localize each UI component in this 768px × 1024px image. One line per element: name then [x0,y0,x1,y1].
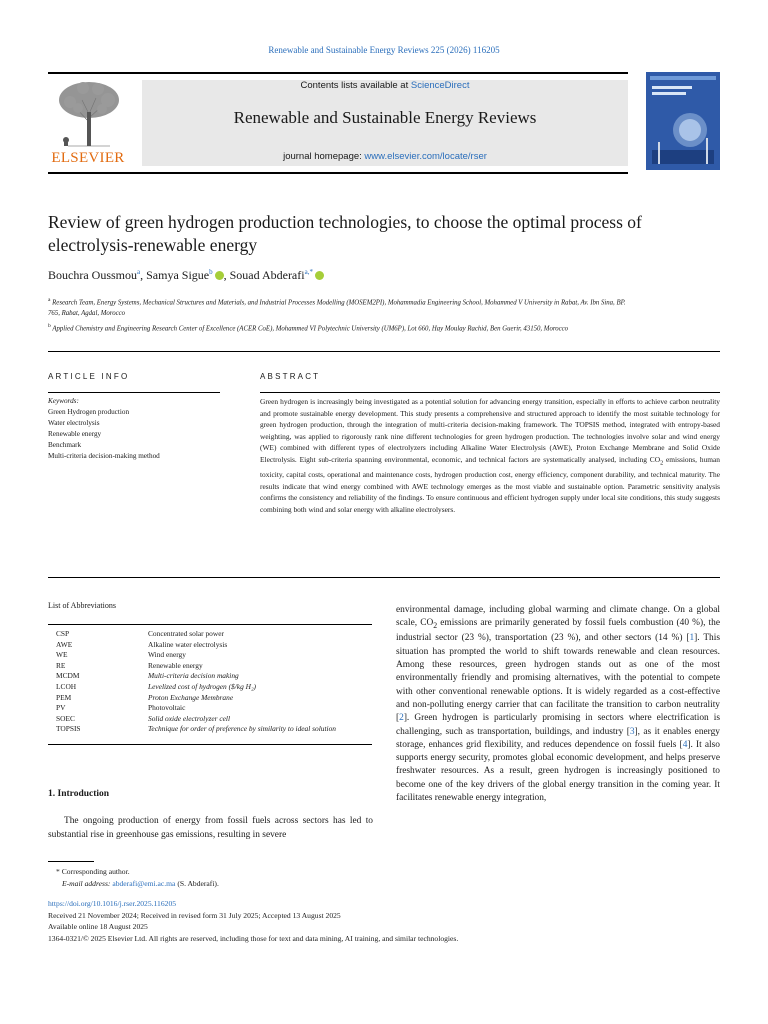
abbreviation-row [56,629,372,640]
author-affil-mark[interactable]: a,* [304,268,313,276]
affiliation-item [48,295,638,319]
introduction-heading: 1. Introduction [48,789,110,799]
subscript: 2 [660,459,664,466]
abbreviation-definition: Solid oxide electrolyzer cell [148,713,231,723]
footnote-rule [48,861,94,862]
masthead-bottom-rule [48,172,628,174]
reference-link[interactable]: 4 [682,739,688,750]
introduction-paragraph-right [396,604,720,805]
abbreviation-definition: Photovoltaic [148,703,186,713]
section-divider [48,577,720,578]
abbreviation-term: TOPSIS [56,724,81,734]
intro-text: ]. Green hydrogen is particularly promising in sectors where electrification is challenging, such as transportation, buildings, and industry [ [396,713,720,737]
keyword-item: Green Hydrogen production [48,408,130,416]
available-online: Available online 18 August 2025 [48,922,148,932]
email-suffix: (S. Abderafi). [175,879,219,888]
affiliation-mark: b [48,323,51,330]
article-info-rule [48,392,220,393]
abbreviation-row [56,703,372,714]
abbreviation-row [56,640,372,651]
abbreviation-definition: Multi-criteria decision making [148,671,239,681]
keyword-item: Benchmark [48,441,82,449]
keywords-label: Keywords: [48,397,79,405]
abbreviation-definition: Proton Exchange Membrane [148,692,234,702]
email-link[interactable]: abderafi@emi.ac.ma [112,879,176,888]
publication-footer [48,898,720,944]
affiliations [48,295,638,337]
journal-homepage-link[interactable]: www.elsevier.com/locate/rser [364,151,487,162]
abbreviation-row [56,693,372,704]
author-affil-mark[interactable]: a [137,268,141,276]
subscript: 2 [433,621,438,631]
intro-text: ], as it enables energy storage, enhances grid flexibility, and reduces dependence on fossil fuels [ [396,726,720,750]
abbreviation-term: AWE [56,639,73,649]
intro-text: ]. This situation has prompted the world to shift towards renewable and clean resources. Among these resources, green hydrogen stands out as one of the most environmentally friendly and promising alternatives, with the potential to compete with other conventional renewable options. It is widely regarded as a cost-effective and non-polluting energy carrier that can facilitate the transition to carbon neutrality [ [396,633,720,724]
abbreviation-definition: Technique for order of preference by similarity to ideal solution [148,724,336,734]
journal-title: Renewable and Sustainable Energy Reviews [233,108,537,127]
elsevier-wordmark: ELSEVIER [51,150,125,166]
received-dates: Received 21 November 2024; Received in revised form 31 July 2025; Accepted 13 August 2025 [48,910,341,920]
abbreviation-definition: Wind energy [148,650,186,660]
reference-link[interactable]: 2 [399,713,404,724]
intro-text: ]. It also supports energy security, promotes global economic development, and helps preserve freshwater resources. As a result, green hydrogen is increasingly positioned to become one of the key drivers of the global energy transition in the coming year. It facilitates renewable energy integration, [396,739,720,804]
abbreviation-term: PEM [56,692,72,702]
abbreviation-row [56,650,372,661]
introduction-paragraph-left: The ongoing production of energy from fossil fuels across sectors has led to substantial rise in greenhouse gas emissions, resulting in severe [48,816,373,840]
reference-link[interactable]: 1 [689,633,695,644]
author-name[interactable]: Bouchra Oussmou [48,268,137,282]
contents-available-line [142,80,628,91]
section-divider [48,351,720,352]
corresponding-author-note: * Corresponding author. [56,867,130,876]
abbreviation-definition: Levelized cost of hydrogen ($/kg H₂) [148,681,256,691]
abbreviations-title: List of Abbreviations [48,601,116,610]
keywords-block [48,396,248,462]
contents-prefix: Contents lists available at [300,80,411,91]
abbreviation-term: RE [56,660,66,670]
abbreviation-row [56,714,372,725]
affiliation-text: Applied Chemistry and Engineering Research Center of Excellence (ACER CoE), Mohammed VI Polytechnic University (UM6P), Lot 660, Hay Moulay Rachid, Ben Guerir, 43150, Morocco [52,325,569,333]
affiliation-mark: a [48,297,51,303]
intro-text: environmental damage, including global warming and climate change. On a global scale, CO [396,605,720,629]
reference-link[interactable]: 3 [629,726,635,737]
copyright-line: 1364-0321/© 2025 Elsevier Ltd. All rights are reserved, including those for text and data mining, AI training, and similar technologies. [48,933,459,943]
email-line [48,878,219,890]
abbreviations-bottom-rule [48,744,372,745]
abbreviation-definition: Alkaline water electrolysis [148,639,228,649]
article-info-heading: ARTICLE INFO [48,372,130,381]
author-name[interactable]: Souad Abderafi [229,268,305,282]
author-name[interactable]: Samya Sigue [146,268,210,282]
orcid-icon[interactable] [215,271,224,280]
abstract-text [260,396,720,515]
orcid-icon[interactable] [315,271,324,280]
abbreviation-term: WE [56,650,68,660]
author-affil-mark[interactable]: b [209,268,213,276]
abstract-part: emissions, human toxicity, capital costs, operational and maintenance costs, hydrogen production cost, energy efficiency, component durability, and technical maturity. The results indicate that wind energy combined with AWE technology emerges as the most viable and sustainable option. Parametric sensitivity analysis confirms the consistency and reliability of the findings. To ensure continuous and efficient hydrogen supply under local site conditions, this study suggests combining both wind and solar energy with alkaline electrolysers. [260,454,720,514]
abbreviation-term: CSP [56,629,70,638]
abbreviation-row [56,671,372,682]
abstract-rule [260,392,720,393]
abbreviations-top-rule [48,624,372,625]
affiliation-item [48,321,638,335]
email-label: E-mail address: [62,879,113,888]
abbreviation-row [56,724,372,735]
keyword-item: Water electrolysis [48,419,100,427]
journal-citation[interactable]: Renewable and Sustainable Energy Reviews 225 (2026) 116205 [268,45,500,55]
homepage-prefix: journal homepage: [283,151,365,162]
abbreviation-definition: Concentrated solar power [148,629,224,638]
masthead-top-rule [48,72,628,74]
abbreviation-term: LCOH [56,681,77,691]
intro-text: emissions are primarily generated by fossil fuels combustion (40 %), the industrial sector (23 %), transportation (23 %), and other sectors (14 %) [ [396,618,720,644]
abbreviation-term: PV [56,703,66,713]
abstract-heading: ABSTRACT [260,372,321,381]
author-list: Bouchra Oussmou$^a$, Samya Sigue$^b$ , Souad Abderafi$^{a,*}$ [48,268,688,283]
doi-link[interactable]: https://doi.org/10.1016/j.rser.2025.116205 [48,899,177,908]
journal-homepage-line [142,151,628,162]
article-title: Review of green hydrogen production technologies, to choose the optimal process of electrolysis-renewable energy [48,212,642,255]
sciencedirect-link[interactable]: ScienceDirect [410,80,470,91]
keyword-item: Multi-criteria decision-making method [48,452,160,460]
abbreviation-term: MCDM [56,671,80,681]
abbreviation-row [56,661,372,672]
abbreviation-row [56,682,372,693]
abstract-part: Green hydrogen is increasingly being investigated as a potential solution for advancing energy transition, especially in efforts to achieve carbon neutrality and promote sustainable energy development. This study presents a comprehensive and structured approach to identify the most suitable technology for green hydrogen production, through the integration of multi-criteria decision-making framework. The TOPSIS method, integrated with entropy-based weighting, was applied to rigorously rank nine different technologies for green hydrogen production. The technologies involve solar and wind energy (WE) combined with different types of electrolyzers including Alkaline Water Electrolysis (AWE), Proton Exchange Membrane and Solid Oxide Electrolysis. Eight sub-criteria spanning environmental, economic, and technical factors are systematically analysed, including CO [260,397,720,464]
footnote [48,866,219,890]
abbreviations-table [56,629,372,735]
keyword-item: Renewable energy [48,430,102,438]
abbreviation-term: SOEC [56,713,75,723]
affiliation-text: Research Team, Energy Systems, Mechanical Structures and Materials, and Industrial Processes Modelling (MOSEM2PI), Mohammadia Engineering School, Mohammed V University in Rabat, Av. Ibn Sina, BP. 765, Rabat, Agdal, Morocco [48,299,626,317]
journal-cover-thumbnail[interactable] [646,72,720,170]
abbreviation-definition: Renewable energy [148,660,203,670]
